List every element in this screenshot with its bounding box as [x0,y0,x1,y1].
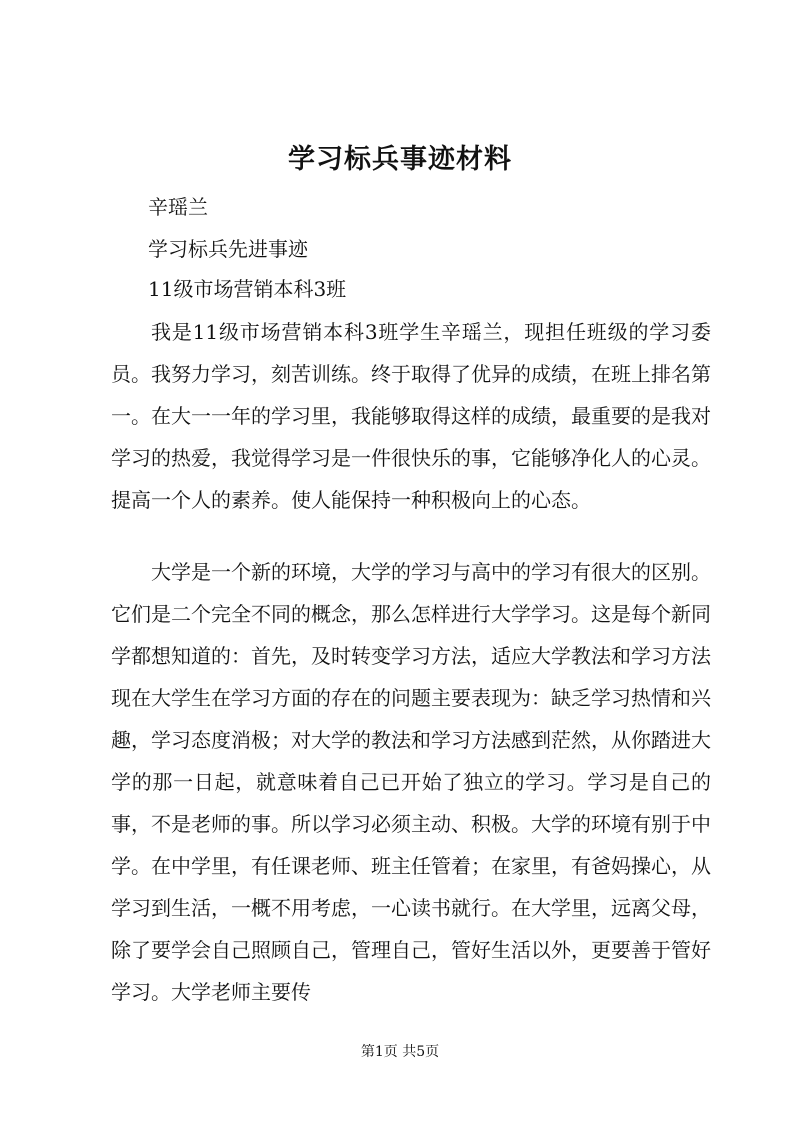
body-paragraph-2: 大学是一个新的环境，大学的学习与高中的学习有很大的区别。它们是二个完全不同的概念，那么怎样进行大学学习。这是每个新同学都想知道的：首先，及时转变学习方法，适应大学教法和学习方法现在大学生在学习方面的存在的问题主要表现为：缺乏学习热情和兴趣，学习态度消极；对大学的教法和学习方法感到茫然，从你踏进大学的那一日起，就意味着自己已开始了独立的学习。学习是自己的事，不是老师的事。所以学习必须主动、积极。大学的环境有别于中学。在中学里，有任课老师、班主任管着；在家里，有爸妈操心，从学习到生活，一概不用考虑，一心读书就行。在大学里，远离父母，除了要学会自己照顾自己，管理自己，管好生活以外，更要善于管好学习。大学老师主要传 [111,560,711,1004]
class-name: 11级市场营销本科3班 [148,277,347,301]
author-name: 辛瑶兰 [148,195,208,219]
document-subtitle: 学习标兵先进事迹 [148,237,308,261]
body-paragraph-1: 我是11级市场营销本科3班学生辛瑶兰，现担任班级的学习委员。我努力学习，刻苦训练。终于取得了优异的成绩，在班上排名第一。在大一一年的学习里，我能够取得这样的成绩，最重要的是我对学习的热爱，我觉得学习是一件很快乐的事，它能够净化人的心灵。提高一个人的素养。使人能保持一种积极向上的心态。 [111,320,711,512]
document-title: 学习标兵事迹材料 [288,144,512,175]
page-number-footer: 第1页 共5页 [360,1044,440,1060]
